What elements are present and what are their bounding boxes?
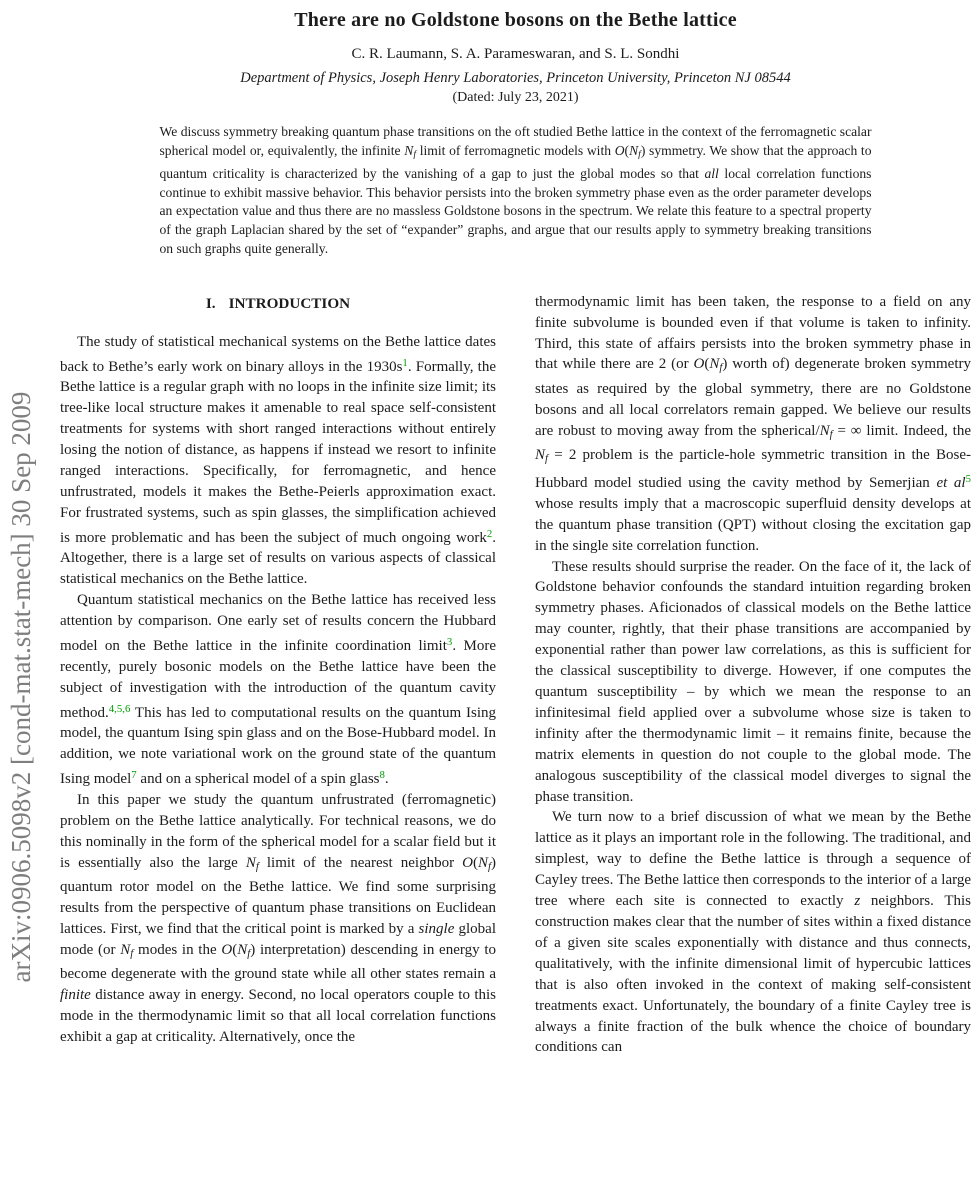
citation-link[interactable]: 5 (965, 473, 971, 486)
text-segment: ) worth of) degenerate broken symmetry states as required by the global symmetry, there are no Goldstone bosons and all local correlators remain gapped. We believe our results are robust to moving away from the spherical/ (535, 356, 971, 439)
text-segment: N (245, 854, 256, 871)
text-segment: . Formally, the Bethe lattice is a regular graph with no loops in the infinite size limit; its tree-like local structure makes it amenable to real space self-consistent treatments for systems with short ranged interactions without entirely losing the notion of distance, as happens if instead we resort to infinite ranged interactions. Specifically, for ferromagnetic, and hence unfrustrated, models it makes the Bethe-Peierls approximation exact. For frustrated systems, such as spin glasses, the simplification achieved is more problematic and has been the subject of much ongoing work (60, 358, 496, 546)
section-heading (60, 294, 496, 315)
text-segment: We turn now to a brief discussion of what we mean by the Bethe lattice as it plays an important role in the following. The traditional, and simplest, way to define the Bethe lattice is through a sequence of Cayley trees. The Bethe lattice then corresponds to the interior of a large tree where each site is connected to exactly (535, 809, 971, 910)
text-segment: O (693, 356, 705, 373)
text-segment: N (535, 446, 546, 463)
text-segment: We discuss symmetry breaking quantum phase transitions on the oft studied Bethe lattice in the context of the ferromagnetic scalar spherical model or, equivalently, the infinite (159, 124, 872, 158)
text-segment: ( (704, 356, 710, 373)
text-segment: single (418, 920, 455, 937)
section-number: I. (205, 294, 216, 312)
text-segment: ( (232, 941, 238, 958)
text-segment: f (255, 860, 259, 873)
text-segment: The study of statistical mechanical systems on the Bethe lattice dates back to Bethe’s early work on binary alloys in the 1930s (60, 333, 496, 375)
text-segment: This has led to computational results on the quantum Ising model, the quantum Ising spin glass and on the Bose-Hubbard model. In addition, we note variational work on the ground state of the quantum Ising model (60, 704, 496, 788)
citation-link[interactable]: 1 (402, 356, 408, 369)
text-segment: = ∞ limit. Indeed, the (832, 422, 971, 439)
text-segment: These results should surprise the reader. On the face of it, the lack of Goldstone behavior confounds the standard intuition regarding broken symmetry phases. Aficionados of classical models on the Bethe lattice may counter, rightly, that their phase transitions are accompanied by exponential rather than power law correlations, as this is sufficient for the classical susceptibility to diverge. However, if one computes the quantum susceptibility – by which we mean the response to an infinitesimal field applied over a subvolume whose size is taken to infinity after the thermodynamic limit – it remains finite, because the matrix elements in question do not couple to the global mode. The analogous susceptibility of the classical model diverges to signal the phase transition. (535, 558, 971, 805)
text-segment: limit of the nearest neighbor (258, 854, 463, 871)
left-column (60, 292, 496, 1059)
citation-link[interactable]: 8 (379, 769, 385, 782)
paper-title: There are no Goldstone bosons on the Bethe lattice (294, 9, 737, 31)
text-segment: z (854, 893, 861, 910)
paragraph (535, 557, 971, 808)
text-segment: f (130, 947, 134, 960)
citation-link[interactable]: 7 (131, 769, 137, 782)
paragraph (60, 332, 496, 591)
text-segment: f (719, 361, 723, 374)
text-segment: all (704, 165, 719, 181)
text-segment: f (488, 860, 491, 873)
text-segment: O (221, 941, 233, 958)
text-segment: f (247, 947, 251, 960)
text-segment: whose results imply that a macroscopic superfluid density develops at the quantum phase transition (QPT) without closing the excitation gap in the single site correlation function. (535, 495, 971, 554)
text-segment: thermodynamic limit has been taken, the response to a field on any finite subvolume is bounded even if that volume is taken to infinity. Third, this state of affairs persists into the broken symmetry phase in that while there are 2 (or (535, 293, 971, 373)
text-segment: . More recently, purely bosonic models on the Bethe lattice have been the subject of investigation with the introduction of the quantum cavity method. (60, 637, 496, 721)
text-segment: distance away in energy. Second, no local operators couple to this mode in the thermodynamic limit so that all local correlation functions exhibit a gap at criticality. Alternatively, once the (60, 986, 496, 1045)
paragraph (60, 590, 496, 790)
text-segment: ) symmetry. We show that the approach to quantum criticality is characterized by the vanishing of a gap to just the global modes so that (159, 142, 872, 181)
text-segment: and on a spherical model of a spin glass (136, 771, 380, 788)
text-segment: O (462, 854, 473, 871)
text-segment: modes in the (133, 941, 222, 958)
text-segment: local correlation functions continue to exhibit massive behavior. This behavior persists into the broken symmetry phase even as the order parameter develops an expectation value and thus there are no massless Goldstone bosons in the spectrum. We relate this feature to a spectral property of the graph Laplacian shared by the set of “expander” graphs, and argue that our results apply to symmetry breaking transitions on such graphs quite generally. (159, 165, 872, 256)
left-column-paragraphs (60, 332, 496, 1048)
text-segment: N (120, 941, 131, 958)
citation-link[interactable]: 4,5,6 (108, 702, 131, 715)
text-segment: = 2 problem is the particle-hole symmetric transition in the Bose-Hubbard model studied using the cavity method by Semerjian (535, 446, 971, 491)
abstract (160, 123, 872, 259)
text-segment: global mode (or (60, 920, 497, 958)
text-segment: ) quantum rotor model on the Bethe lattice. We find some surprising results from the perspective of quantum phase transitions on Euclidean lattices. First, we find that the critical point is marked by a (60, 854, 496, 937)
text-segment: f (638, 148, 641, 160)
text-segment: finite (60, 986, 91, 1003)
text-segment: neighbors. This construction makes clear that the number of sites within a fixed distance of a given site scales exponentially with distance and thus connects, qualitatively, with the infinite dimensional limit of hypercubic lattices that is also often invoked in the context of making self-consistent treatments exact. Unfortunately, the boundary of a finite Cayley tree is always a finite fraction of the bulk whence the choice of boundary conditions can (535, 893, 972, 1056)
text-segment: N (709, 356, 720, 373)
text-segment: . Altogether, there is a large set of results on various aspects of classical statistical mechanics on the Bethe lattice. (60, 529, 496, 588)
text-segment: N (819, 422, 830, 439)
citation-link[interactable]: 2 (486, 527, 493, 540)
text-segment: N (404, 142, 414, 158)
text-segment: limit of ferromagnetic models with (416, 142, 615, 158)
text-segment: f (413, 148, 417, 160)
right-column-paragraphs (535, 292, 971, 1059)
paragraph (535, 292, 971, 557)
citation-link[interactable]: 3 (446, 636, 453, 649)
section-title: INTRODUCTION (228, 294, 351, 312)
affiliation-line: Department of Physics, Joseph Henry Laboratories, Princeton University, Princeton NJ 08544 (240, 70, 791, 86)
text-segment: ) interpretation) descending in energy to become degenerate with the ground state while all other states remain a (60, 941, 496, 982)
text-segment: N (629, 142, 639, 158)
text-segment: f (545, 452, 549, 465)
arxiv-watermark: arXiv:0906.5098v2 [cond-mat.stat-mech] 30 Sep 2009 (6, 391, 36, 983)
text-segment: . (384, 771, 389, 788)
right-column (535, 292, 971, 1059)
paragraph (535, 807, 971, 1058)
paragraph (60, 790, 496, 1048)
author-line: C. R. Laumann, S. A. Parameswaran, and S. L. Sondhi (351, 46, 680, 62)
date-line: (Dated: July 23, 2021) (452, 90, 579, 105)
text-segment: f (829, 427, 833, 440)
paper-page (60, 0, 971, 1058)
two-column-body (60, 292, 971, 1059)
text-segment: N (237, 941, 248, 958)
text-segment: ( (472, 854, 478, 871)
text-segment: ( (624, 142, 630, 158)
text-segment: O (614, 142, 625, 158)
text-segment: N (477, 854, 488, 871)
text-segment: Quantum statistical mechanics on the Bethe lattice has received less attention by comparison. One early set of results concern the Hubbard model on the Bethe lattice in the infinite coordination limit (60, 592, 496, 654)
text-segment: et al (936, 474, 966, 491)
text-segment: In this paper we study the quantum unfrustrated (ferromagnetic) problem on the Bethe lattice analytically. For technical reasons, we do this nominally in the form of the spherical model for a scalar field but it is essentially also the large (60, 791, 496, 871)
